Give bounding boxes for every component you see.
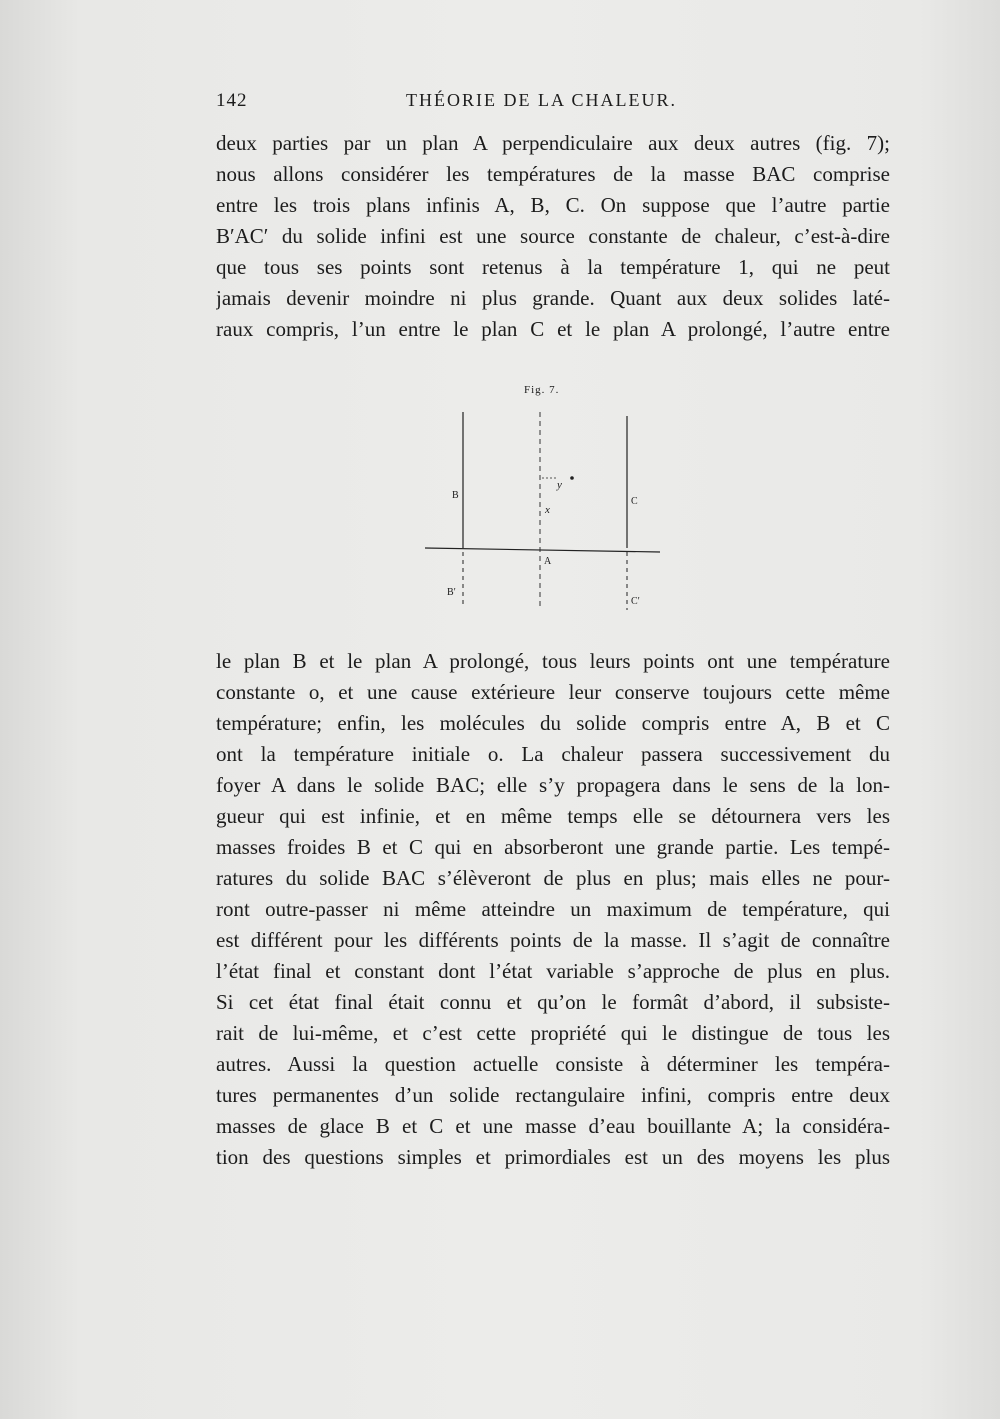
label-c: C [631, 496, 638, 507]
page-header [216, 90, 886, 118]
text-line: que tous ses points sont retenus à la température 1, qui ne peut [216, 255, 890, 279]
text-line: deux parties par un plan A perpendiculaire aux deux autres (fig. 7); [216, 131, 890, 155]
text-line: tures permanentes d’un solide rectangulaire infini, compris entre deux [216, 1083, 890, 1107]
figure-7 [420, 380, 670, 615]
text-line: l’état final et constant dont l’état variable s’approche de plus en plus. [216, 959, 890, 983]
label-c-prime: C′ [631, 596, 640, 607]
text-line: constante o, et une cause extérieure leur conserve toujours cette même [216, 680, 890, 704]
text-line: rait de lui-même, et c’est cette propriété qui le distingue de tous les [216, 1021, 890, 1045]
text-line: ront outre-passer ni même atteindre un maximum de température, qui [216, 897, 890, 921]
label-a: A [544, 556, 552, 567]
label-y: y [557, 479, 562, 491]
text-line: ont la température initiale o. La chaleur passera successivement du [216, 742, 890, 766]
text-line: Si cet état final était connu et qu’on le formât d’abord, il subsiste- [216, 990, 890, 1014]
point-marker [570, 476, 574, 480]
paragraph-bottom [216, 646, 890, 1173]
text-line: masses froides B et C qui en absorberont une grande partie. Les tempé- [216, 835, 890, 859]
text-line: le plan B et le plan A prolongé, tous leurs points ont une température [216, 649, 890, 673]
text-line: tion des questions simples et primordiales est un des moyens les plus [216, 1145, 890, 1169]
label-b: B [452, 490, 459, 501]
paragraph-top [216, 128, 890, 345]
running-title: THÉORIE DE LA CHALEUR. [406, 90, 677, 110]
label-x: x [545, 504, 550, 516]
text-line: raux compris, l’un entre le plan C et le plan A prolongé, l’autre entre [216, 317, 890, 341]
page-number: 142 [216, 90, 248, 111]
plane-a-line [425, 548, 660, 552]
text-line: nous allons considérer les températures de la masse BAC comprise [216, 162, 890, 186]
text-line: température; enfin, les molécules du solide compris entre A, B et C [216, 711, 890, 735]
text-line: est différent pour les différents points de la masse. Il s’agit de connaître [216, 928, 890, 952]
text-line: foyer A dans le solide BAC; elle s’y propagera dans le sens de la lon- [216, 773, 890, 797]
text-line: ratures du solide BAC s’élèveront de plus en plus; mais elles ne pour- [216, 866, 890, 890]
text-line: autres. Aussi la question actuelle consiste à déterminer les tempéra- [216, 1052, 890, 1076]
text-line: B′AC′ du solide infini est une source constante de chaleur, c’est-à-dire [216, 224, 890, 248]
label-b-prime: B′ [447, 587, 456, 598]
text-line: jamais devenir moindre ni plus grande. Quant aux deux solides laté- [216, 286, 890, 310]
text-line: entre les trois plans infinis A, B, C. On suppose que l’autre partie [216, 193, 890, 217]
figure-diagram [420, 380, 670, 615]
figure-caption: Fig. 7. [524, 384, 560, 396]
text-line: masses de glace B et C et une masse d’eau bouillante A; la considéra- [216, 1114, 890, 1138]
text-line: gueur qui est infinie, et en même temps elle se détournera vers les [216, 804, 890, 828]
